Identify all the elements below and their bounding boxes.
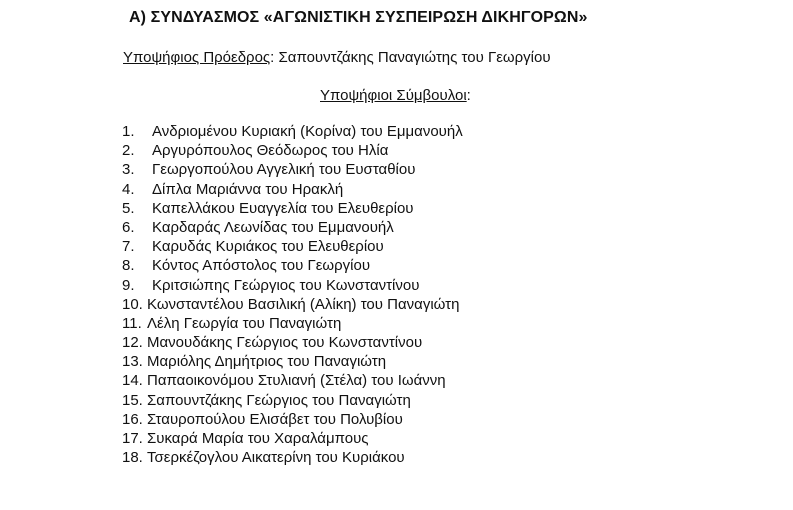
member-name: Κριτσιώπης Γεώργιος του Κωνσταντίνου	[152, 276, 420, 294]
member-number: 7.	[122, 238, 135, 256]
member-name: Γεωργοπούλου Αγγελική του Ευσταθίου	[152, 161, 416, 179]
list-item	[122, 237, 463, 256]
member-name: Κόντος Απόστολος του Γεωργίου	[152, 257, 371, 275]
member-name: Λέλη Γεωργία του Παναγιώτη	[147, 314, 342, 332]
list-item	[122, 429, 463, 448]
council-heading	[320, 87, 471, 104]
list-item	[122, 352, 463, 371]
member-name: Συκαρά Μαρία του Χαραλάμπους	[147, 430, 369, 447]
member-number: 5.	[122, 199, 135, 217]
list-item	[122, 218, 463, 237]
council-members-list	[122, 122, 463, 467]
member-name: Μανουδάκης Γεώργιος του Κωνσταντίνου	[147, 334, 423, 352]
list-item	[122, 391, 463, 410]
list-item	[122, 371, 463, 390]
member-number: 15.	[122, 391, 143, 409]
list-item	[122, 295, 463, 314]
president-separator: :	[270, 49, 275, 66]
list-item	[122, 410, 463, 429]
president-candidate-line	[123, 49, 551, 66]
member-number: 3.	[122, 161, 135, 179]
list-item	[122, 333, 463, 352]
member-number: 11.	[122, 314, 142, 332]
member-number: 6.	[122, 218, 135, 236]
member-number: 18.	[122, 449, 143, 467]
member-number: 14.	[122, 372, 143, 390]
document-title: Α) ΣΥΝΔΥΑΣΜΟΣ «ΑΓΩΝΙΣΤΙΚΗ ΣΥΣΠΕΙΡΩΣΗ ΔΙΚΗΓΟΡΩΝ»	[129, 9, 588, 26]
member-name: Καρδαράς Λεωνίδας του Εμμανουήλ	[152, 218, 394, 236]
council-label: Υποψήφιοι Σύμβουλοι	[320, 87, 467, 104]
list-item	[122, 160, 463, 179]
list-item	[122, 256, 463, 275]
member-name: Σαπουντζάκης Γεώργιος του Παναγιώτη	[147, 391, 411, 409]
member-name: Σταυροπούλου Ελισάβετ του Πολυβίου	[147, 410, 403, 428]
member-number: 1.	[122, 123, 135, 140]
member-number: 8.	[122, 257, 135, 275]
list-item	[122, 276, 463, 295]
member-name: Καρυδάς Κυριάκος του Ελευθερίου	[152, 238, 384, 256]
president-label: Υποψήφιος Πρόεδρος	[123, 49, 271, 66]
member-number: 12.	[122, 334, 143, 352]
member-number: 10.	[122, 295, 143, 313]
council-separator: :	[466, 87, 471, 104]
member-number: 2.	[122, 142, 135, 160]
member-name: Τσερκέζογλου Αικατερίνη του Κυριάκου	[147, 449, 405, 467]
member-name: Παπαοικονόμου Στυλιανή (Στέλα) του Ιωάννη	[147, 372, 446, 390]
list-item	[122, 314, 463, 333]
president-name: Σαπουντζάκης Παναγιώτης του Γεωργίου	[274, 49, 551, 66]
list-item	[122, 141, 463, 160]
list-item	[122, 180, 463, 199]
member-number: 4.	[122, 180, 135, 198]
member-number: 9.	[122, 276, 135, 294]
member-name: Ανδριομένου Κυριακή (Κορίνα) του Εμμανουήλ	[152, 123, 463, 140]
member-name: Καπελλάκου Ευαγγελία του Ελευθερίου	[152, 199, 414, 217]
member-number: 17.	[122, 430, 143, 447]
member-name: Αργυρόπουλος Θεόδωρος του Ηλία	[152, 142, 389, 160]
list-item	[122, 448, 463, 467]
member-number: 13.	[122, 353, 143, 371]
member-name: Μαριόλης Δημήτριος του Παναγιώτη	[147, 353, 387, 371]
member-number: 16.	[122, 410, 143, 428]
list-item	[122, 122, 463, 141]
list-item	[122, 199, 463, 218]
member-name: Κωνσταντέλου Βασιλική (Αλίκη) του Παναγιώτη	[147, 295, 460, 313]
member-name: Δίπλα Μαριάννα του Ηρακλή	[152, 180, 344, 198]
